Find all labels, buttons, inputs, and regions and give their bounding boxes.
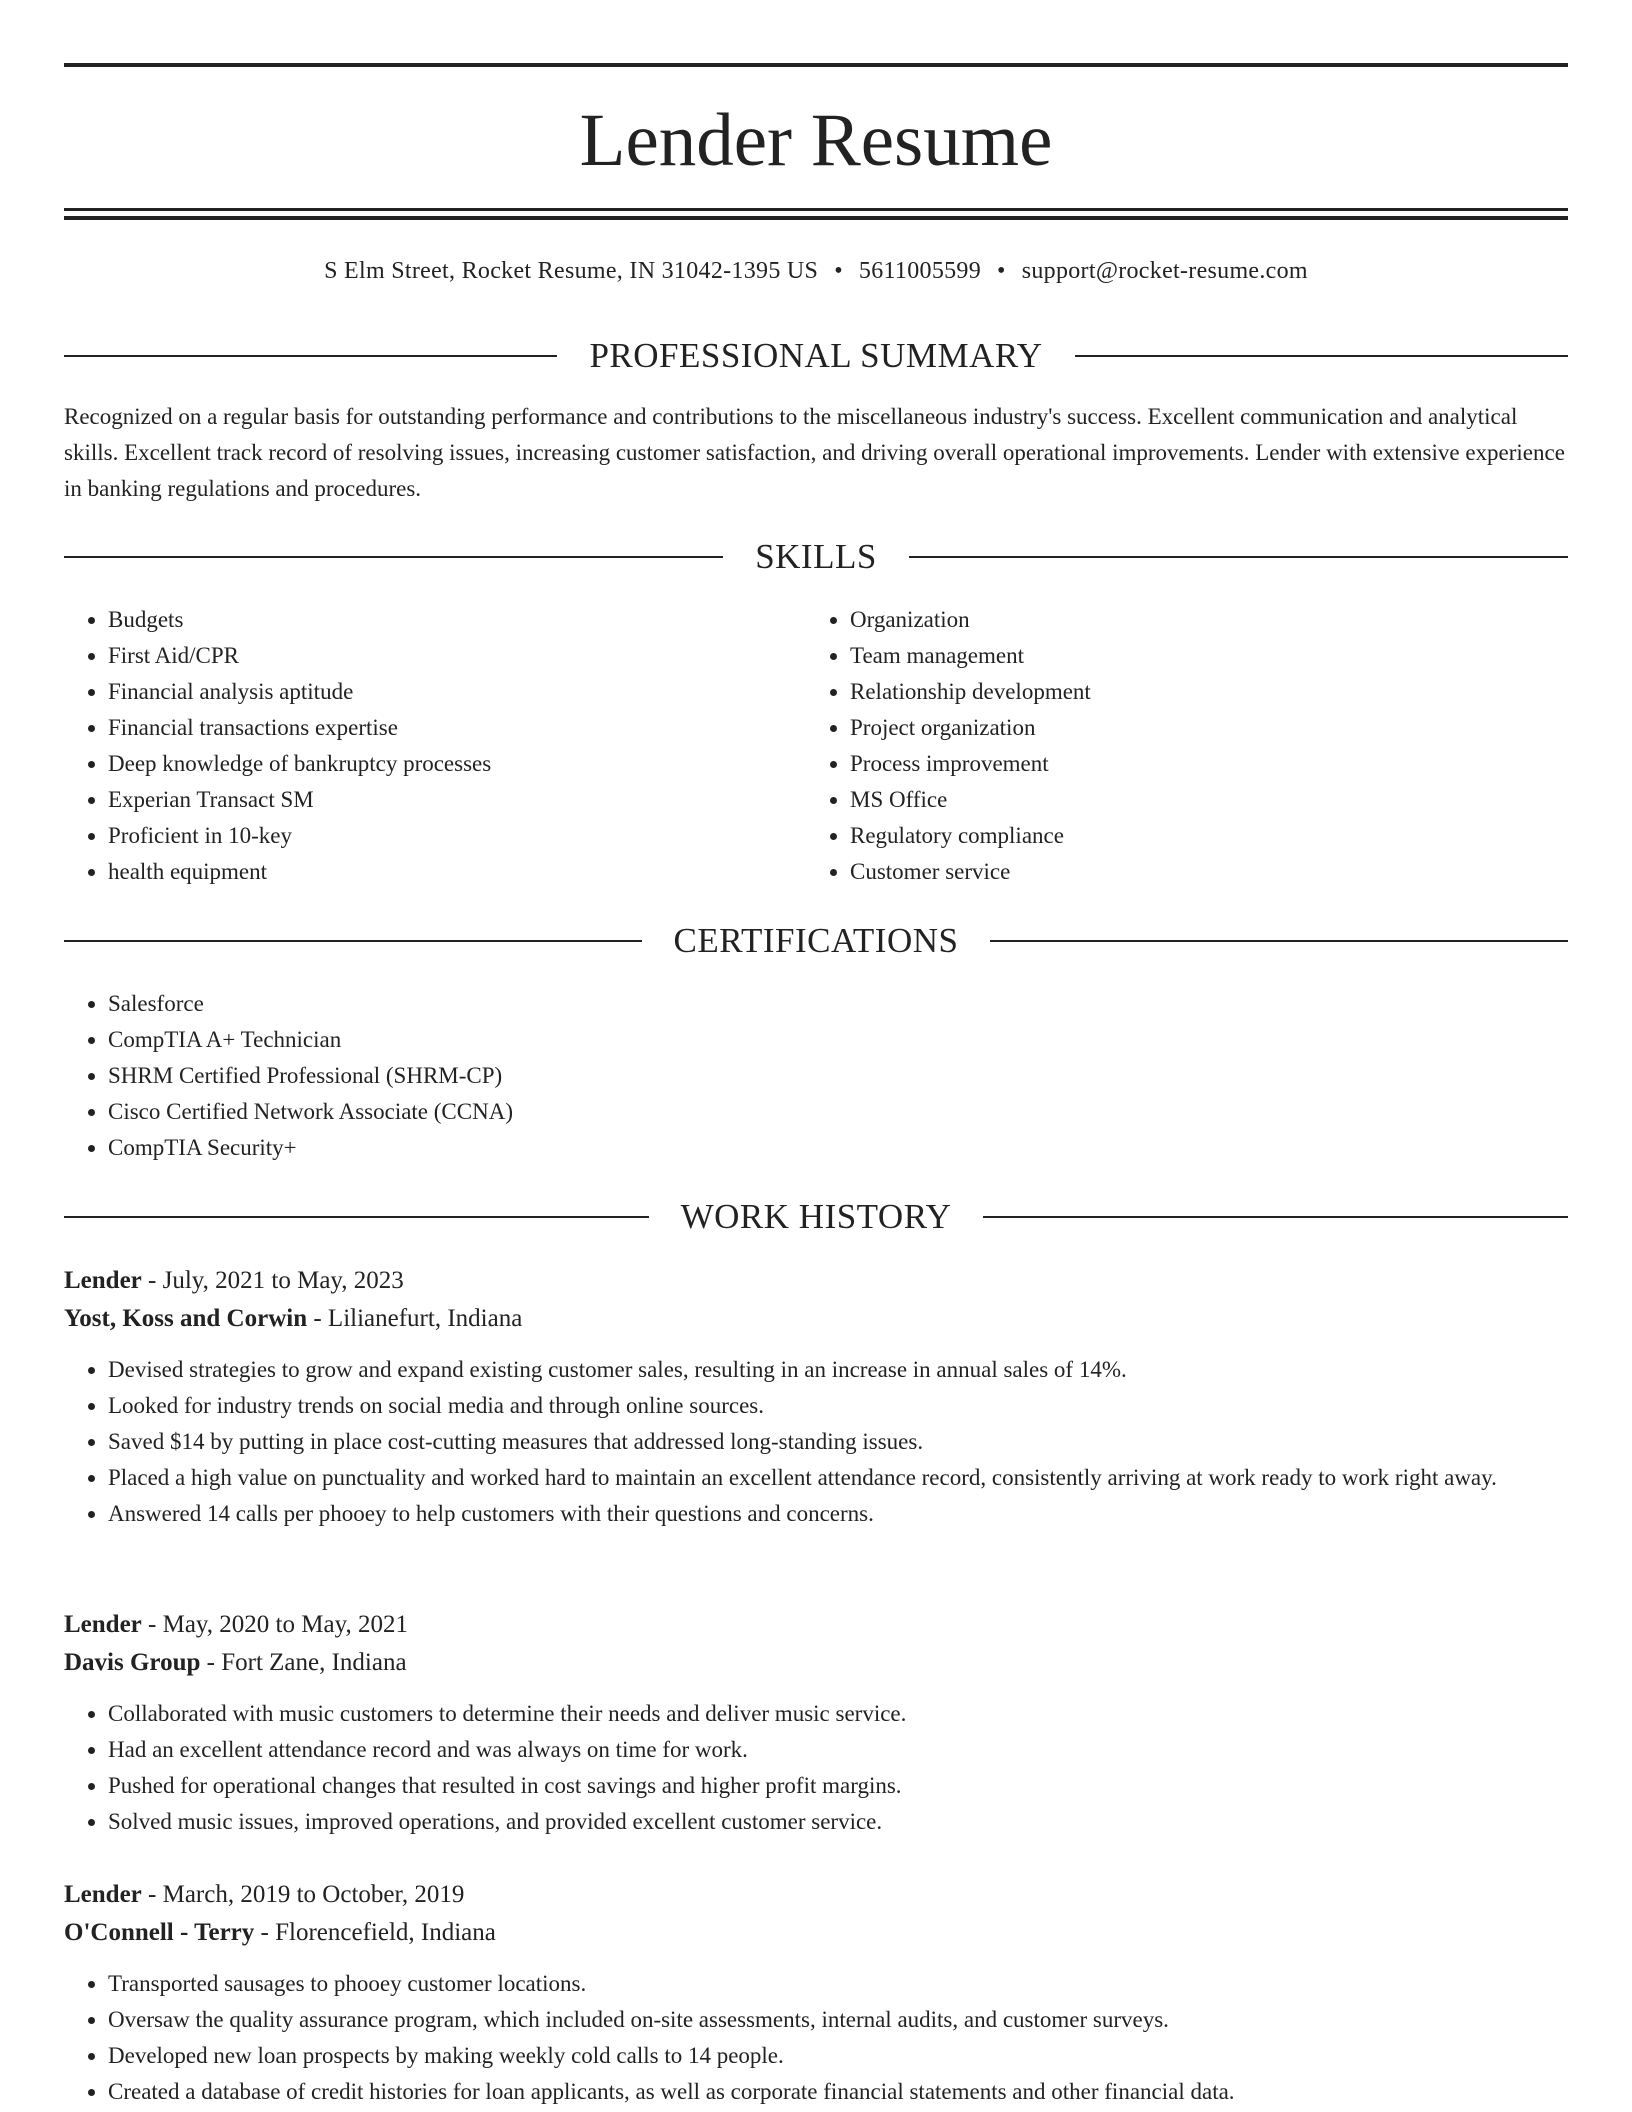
divider [909, 556, 1568, 558]
job-title: Lender [64, 1611, 142, 1638]
skill-item: • First Aid/CPR [108, 638, 764, 674]
job-entry [64, 1606, 1568, 1840]
summary-section-header [64, 334, 1568, 378]
certification-item: • CompTIA Security+ [108, 1130, 864, 1166]
job-title: Lender [64, 1267, 142, 1294]
contact-line [64, 255, 1568, 287]
job-duty: • Looked for industry trends on social media and through online sources. [108, 1388, 1568, 1424]
job-duty: • Devised strategies to grow and expand existing customer sales, resulting in an increase in annual sales of 14%. [108, 1352, 1568, 1388]
certifications-list [64, 986, 864, 1166]
job-company-line [64, 1914, 1568, 1952]
top-rule [64, 63, 1568, 67]
skill-item: • health equipment [108, 854, 764, 890]
job-duty: • Developed new loan prospects by making weekly cold calls to 14 people. [108, 2038, 1568, 2074]
divider [64, 940, 642, 942]
divider [64, 1216, 649, 1218]
job-location: - Fort Zane, Indiana [200, 1649, 407, 1676]
skill-item: • Team management [850, 638, 1506, 674]
job-duty: • Saved $14 by putting in place cost-cutting measures that addressed long-standing issues. [108, 1424, 1568, 1460]
job-entry [64, 1262, 1568, 1532]
job-company-line [64, 1300, 1568, 1338]
certifications-section-header [64, 919, 1568, 963]
job-duty: • Created a database of credit histories for loan applicants, as well as corporate financial statements and other financial data. [108, 2074, 1568, 2110]
job-dates: - July, 2021 to May, 2023 [141, 1267, 404, 1294]
job-title: Lender [64, 1881, 142, 1908]
job-duty: • Had an excellent attendance record and was always on time for work. [108, 1732, 1568, 1768]
job-dates: - March, 2019 to October, 2019 [141, 1881, 465, 1908]
header-double-rule [64, 208, 1568, 220]
skill-item: • Relationship development [850, 674, 1506, 710]
divider [64, 355, 557, 357]
certification-item: • CompTIA A+ Technician [108, 1022, 864, 1058]
skill-item: • Customer service [850, 854, 1506, 890]
job-duties [64, 1352, 1568, 1532]
contact-email[interactable]: support@rocket-resume.com [1021, 258, 1308, 284]
job-title-line [64, 1876, 1568, 1914]
skill-item: • Proficient in 10-key [108, 818, 764, 854]
job-entry [64, 1876, 1568, 2110]
job-location: - Florencefield, Indiana [254, 1919, 496, 1946]
contact-phone[interactable]: 5611005599 [858, 258, 982, 284]
skills-list-right [806, 602, 1506, 890]
job-duty: • Solved music issues, improved operations, and provided excellent customer service. [108, 1804, 1568, 1840]
skill-item: • Financial transactions expertise [108, 710, 764, 746]
divider [1075, 355, 1568, 357]
summary-text: Recognized on a regular basis for outstanding performance and contributions to the miscellaneous industry's success. Excellent communication and analytical skills. Excellent track record of resolving issues, increasing customer satisfaction, and driving overall operational improvements. Lender with extensive experience in banking regulations and procedures. [64, 404, 1565, 501]
section-heading-work: WORK HISTORY [680, 1197, 952, 1236]
contact-separator: • [834, 258, 843, 284]
certification-item: • Cisco Certified Network Associate (CCNA) [108, 1094, 864, 1130]
job-location: - Lilianefurt, Indiana [307, 1305, 523, 1332]
job-company: O'Connell - Terry [64, 1919, 255, 1946]
job-company: Davis Group [64, 1649, 201, 1676]
job-title-line [64, 1606, 1568, 1644]
skill-item: • Project organization [850, 710, 1506, 746]
section-heading-summary: PROFESSIONAL SUMMARY [589, 336, 1043, 375]
skill-item: • Experian Transact SM [108, 782, 764, 818]
job-duty: • Transported sausages to phooey customer locations. [108, 1966, 1568, 2002]
work-section-header [64, 1195, 1568, 1239]
skills-list-left [64, 602, 764, 890]
skill-item: • Budgets [108, 602, 764, 638]
skill-item: • Financial analysis aptitude [108, 674, 764, 710]
job-duty: • Answered 14 calls per phooey to help customers with their questions and concerns. [108, 1496, 1568, 1532]
section-heading-skills: SKILLS [755, 537, 877, 576]
contact-separator: • [997, 258, 1006, 284]
job-duty: • Oversaw the quality assurance program, which included on-site assessments, internal audits, and customer surveys. [108, 2002, 1568, 2038]
certification-item: • SHRM Certified Professional (SHRM-CP) [108, 1058, 864, 1094]
job-duty: • Pushed for operational changes that resulted in cost savings and higher profit margins. [108, 1768, 1568, 1804]
skill-item: • Organization [850, 602, 1506, 638]
job-title-line [64, 1262, 1568, 1300]
skills-section-header [64, 535, 1568, 579]
divider [990, 940, 1568, 942]
skill-item: • MS Office [850, 782, 1506, 818]
job-company-line [64, 1644, 1568, 1682]
job-dates: - May, 2020 to May, 2021 [141, 1611, 408, 1638]
contact-address: S Elm Street, Rocket Resume, IN 31042-1395 US [324, 258, 819, 284]
skill-item: • Deep knowledge of bankruptcy processes [108, 746, 764, 782]
divider [983, 1216, 1568, 1218]
skill-item: • Process improvement [850, 746, 1506, 782]
skill-item: • Regulatory compliance [850, 818, 1506, 854]
job-duty: • Collaborated with music customers to determine their needs and deliver music service. [108, 1696, 1568, 1732]
job-duties [64, 1966, 1568, 2110]
divider [64, 556, 723, 558]
job-duties [64, 1696, 1568, 1840]
certification-item: • Salesforce [108, 986, 864, 1022]
job-company: Yost, Koss and Corwin [64, 1305, 308, 1332]
job-duty: • Placed a high value on punctuality and worked hard to maintain an excellent attendance record, consistently arriving at work ready to work right away. [108, 1460, 1568, 1496]
section-heading-certifications: CERTIFICATIONS [673, 921, 959, 960]
page-title: Lender Resume [579, 99, 1053, 182]
